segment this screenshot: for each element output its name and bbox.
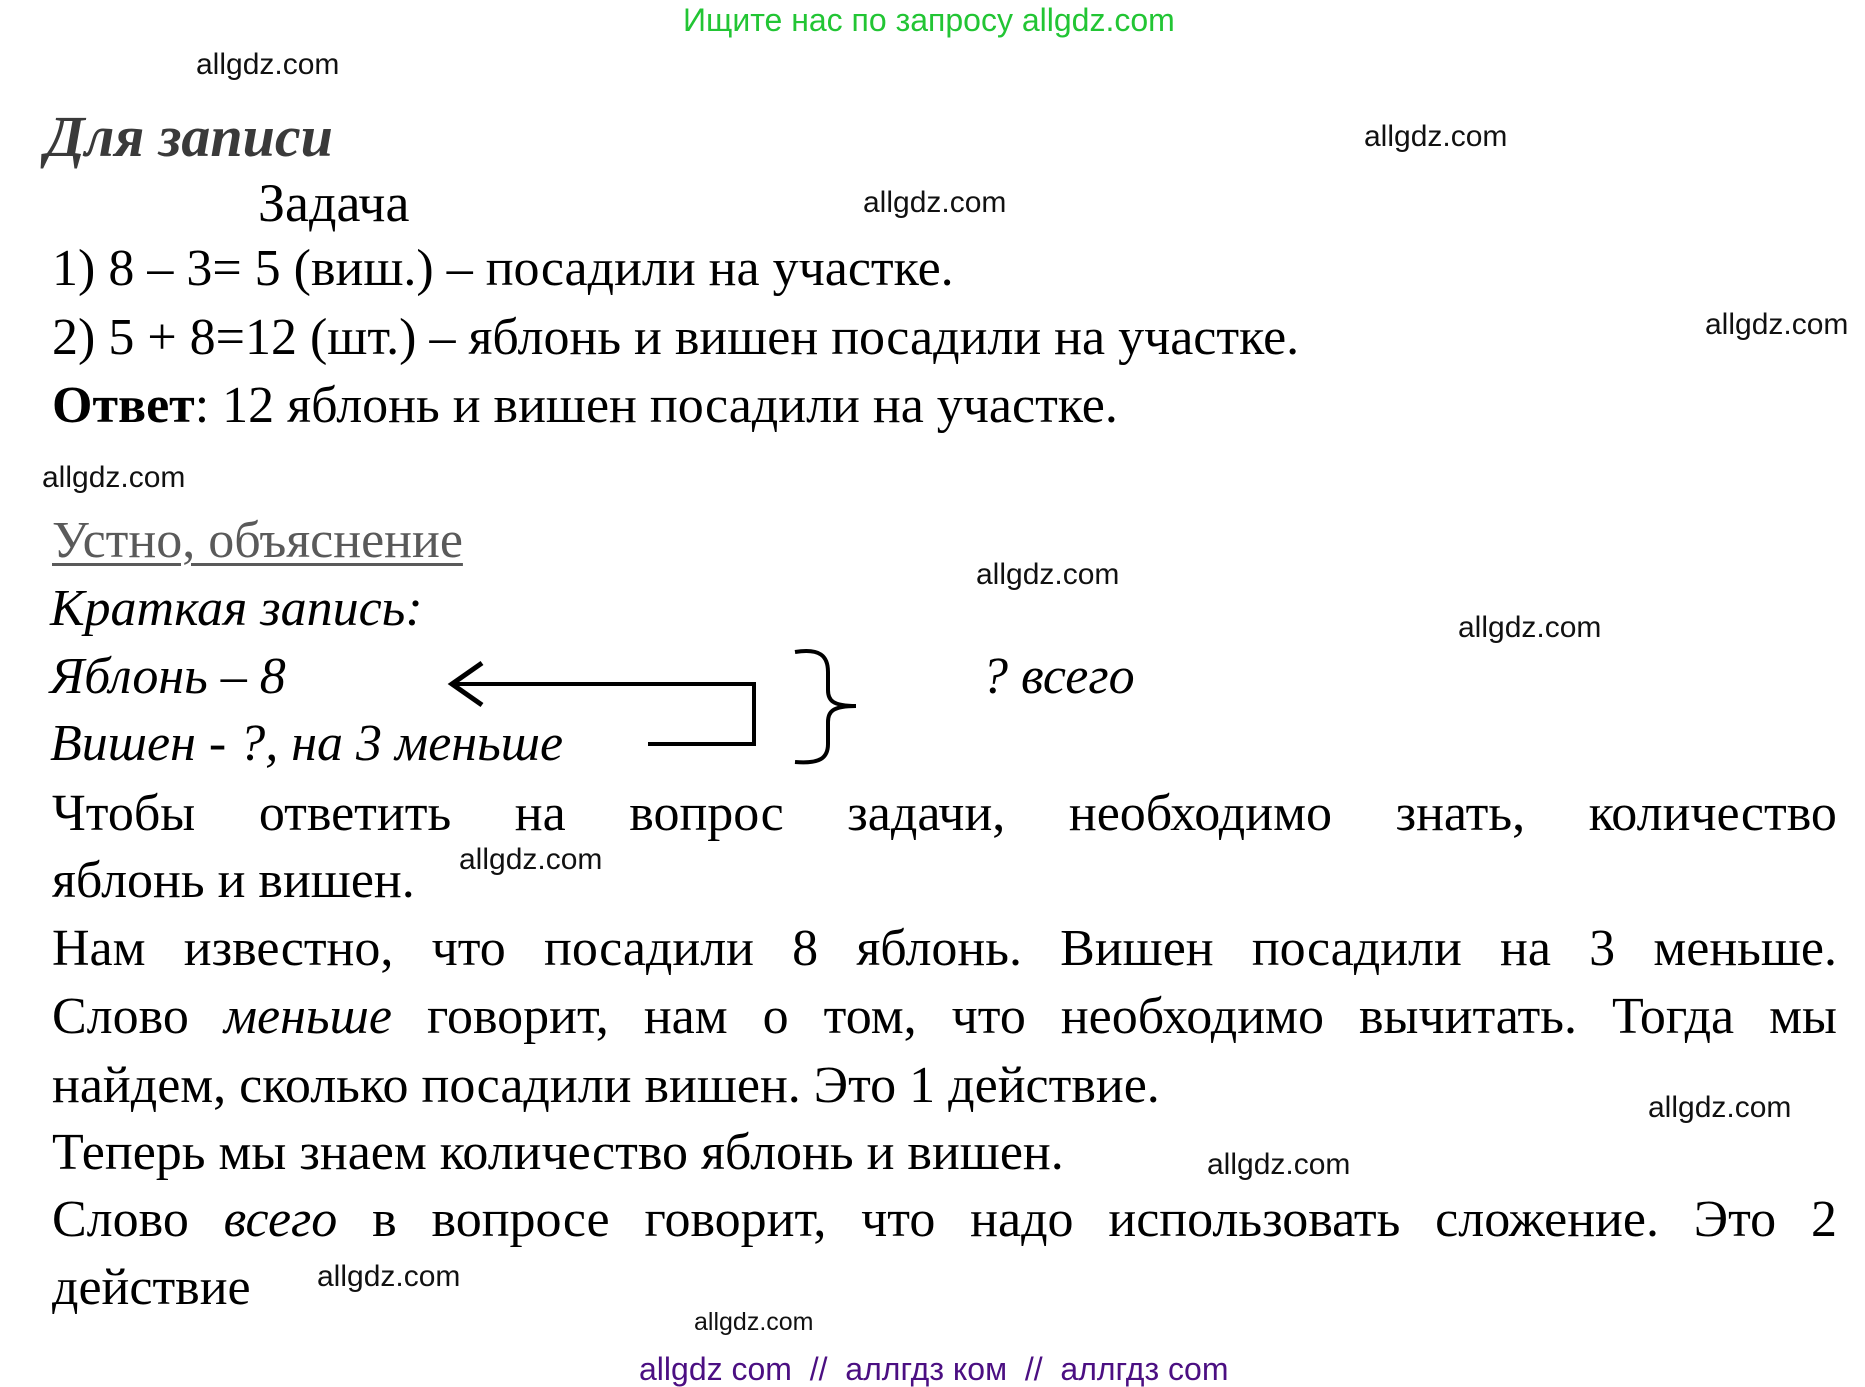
- word: знать,: [1395, 785, 1526, 842]
- explanation-line-6: Теперь мы знаем количество яблонь и вишен.: [52, 1124, 1064, 1181]
- emphasis-word: всего: [223, 1191, 338, 1248]
- answer-text: : 12 яблонь и вишен посадили на участке.: [194, 377, 1118, 434]
- word: посадили: [543, 920, 754, 977]
- section-heading: Для записи: [45, 104, 333, 169]
- explanation-line-7: [52, 1191, 1837, 1248]
- comparison-arrow-icon: [452, 663, 754, 744]
- word: что: [431, 920, 506, 977]
- word: вопрос: [629, 785, 784, 842]
- word: задачи,: [847, 785, 1006, 842]
- word: на: [1500, 920, 1551, 977]
- watermark: allgdz.com: [1207, 1148, 1351, 1181]
- word: 8: [792, 920, 819, 977]
- word: на: [514, 785, 566, 842]
- watermark: allgdz.com: [1364, 120, 1508, 153]
- text: Слово: [52, 988, 224, 1045]
- watermark: allgdz.com: [1458, 611, 1602, 644]
- explanation-line-5: найдем, сколько посадили вишен. Это 1 действие.: [52, 1057, 1160, 1114]
- text: в вопросе говорит, что надо использовать сложение. Это 2: [337, 1191, 1837, 1248]
- watermark: allgdz.com: [196, 48, 340, 81]
- watermark: allgdz.com: [1648, 1091, 1792, 1124]
- word: Нам: [52, 920, 146, 977]
- search-banner: Ищите нас по запросу allgdz.com: [683, 2, 1175, 38]
- answer-label: Ответ: [52, 377, 195, 434]
- word: посадили: [1251, 920, 1462, 977]
- word: необходимо: [1068, 785, 1332, 842]
- explanation-line-8: действие: [52, 1259, 251, 1316]
- word: 3: [1589, 920, 1616, 977]
- explanation-line-2: яблонь и вишен.: [52, 852, 415, 909]
- solution-step-2: 2) 5 + 8=12 (шт.) – яблонь и вишен посадили на участке.: [52, 309, 1300, 366]
- emphasis-word: меньше: [223, 988, 392, 1045]
- explanation-line-3: [52, 920, 1837, 977]
- text: Слово: [52, 1191, 224, 1248]
- watermark: allgdz.com: [863, 186, 1007, 219]
- word: количество: [1588, 785, 1837, 842]
- task-title: Задача: [258, 173, 410, 233]
- text: говорит, нам о том, что необходимо вычитать. Тогда мы: [391, 988, 1837, 1045]
- curly-brace-icon: [795, 651, 856, 762]
- solution-step-1: 1) 8 – 3= 5 (виш.) – посадили на участке.: [52, 240, 954, 297]
- word: ответить: [258, 785, 452, 842]
- watermark: allgdz.com: [1705, 308, 1849, 341]
- word: Чтобы: [52, 785, 196, 842]
- short-note-title: Краткая запись:: [50, 580, 423, 637]
- oral-explanation-heading: Устно, объяснение: [52, 512, 463, 569]
- short-note-apples: Яблонь – 8: [50, 648, 286, 705]
- watermark: allgdz.com: [317, 1260, 461, 1293]
- watermark: allgdz.com: [976, 558, 1120, 591]
- word: Вишен: [1060, 920, 1214, 977]
- short-note-total: ? всего: [982, 648, 1135, 705]
- watermark: allgdz.com: [459, 843, 603, 876]
- footer-links[interactable]: allgdz com // аллгдз ком // аллгдз com: [639, 1351, 1229, 1387]
- watermark: allgdz.com: [42, 461, 186, 494]
- word: известно,: [183, 920, 394, 977]
- word: яблонь.: [856, 920, 1022, 977]
- word: меньше.: [1653, 920, 1837, 977]
- explanation-line-1: [52, 785, 1837, 842]
- explanation-line-4: [52, 988, 1837, 1045]
- watermark: allgdz.com: [694, 1308, 814, 1336]
- short-note-cherries: Вишен - ?, на 3 меньше: [50, 715, 564, 772]
